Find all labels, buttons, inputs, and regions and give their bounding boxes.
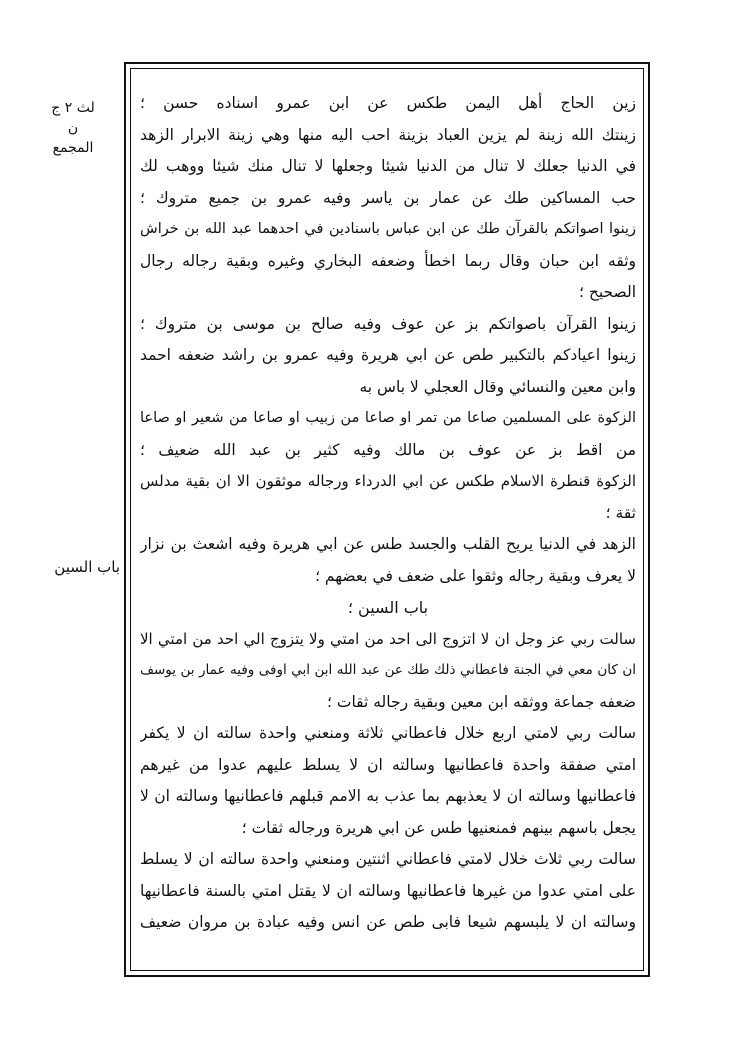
text-line: وثقه ابن حبان وقال ربما اخطأ وضعفه البخاري وغيره وبقية رجاله رجال bbox=[140, 251, 636, 270]
text-line: حب المساكين طك عن عمار بن ياسر وفيه عمرو بن جميع متروك ؛ bbox=[140, 188, 636, 207]
text-line: سالت ربي ثلاث خلال لامتي فاعطاني اثنتين ومنعني واحدة سالته ان لا يسلط bbox=[140, 850, 636, 868]
manuscript-text-block bbox=[140, 88, 636, 968]
text-line: سالت ربي عز وجل ان لا اتزوج الى احد من امتي ولا يتزوج الي احد من امتي الا bbox=[140, 629, 636, 648]
text-line: ضعفه جماعة ووثقه ابن معين وبقية رجاله ثقات ؛ bbox=[327, 692, 636, 711]
margin-reference-line: المجمع bbox=[52, 140, 94, 156]
text-line: فاعطانيها وسالته ان لا يعذبهم بما عذب به الامم قبلهم فاعطانيها وسالته ان لا bbox=[140, 787, 636, 805]
text-line: زينتك الله زينة لم يزين العباد بزينة احب اليه منها وهي زينة الابرار الزهد bbox=[140, 125, 636, 144]
text-line: امتي صفقة واحدة فاعطانيها وسالته ان لا يسلط عليهم عدوا من غيرهم bbox=[140, 755, 636, 774]
text-line: وابن معين والنسائي وقال العجلي لا باس به bbox=[359, 377, 636, 396]
section-heading: باب السين ؛ bbox=[347, 598, 429, 617]
text-line: الزكوة قنطرة الاسلام طكس عن ابي الدرداء ورجاله موثقون الا ان بقية مدلس bbox=[140, 472, 636, 490]
text-line: سالت ربي لامتي اربع خلال فاعطاني ثلاثة ومنعني واحدة سالته ان لا يكفر bbox=[140, 724, 636, 742]
text-line: الزكوة على المسلمين صاعا من تمر او صاعا من زبيب او صاعا من شعير او صاعا bbox=[140, 410, 636, 426]
text-line: وسالته ان لا يلبسهم شيعا فابى طص عن انس وفيه عبادة بن مروان ضعيف bbox=[140, 913, 636, 931]
text-line: الصحيح ؛ bbox=[578, 283, 636, 301]
text-line: على امتي عدوا من غيرها فاعطانيها وسالته ان لا يقتل امتي بالسنة فاعطانيها bbox=[140, 881, 636, 900]
text-line: من اقط بز عن عوف بن مالك وفيه كثير بن عبد الله ضعيف ؛ bbox=[140, 440, 636, 459]
text-line: يجعل باسهم بينهم فمنعنيها طس عن ابي هريرة ورجاله ثقات ؛ bbox=[241, 818, 636, 837]
margin-reference-note bbox=[38, 98, 108, 158]
margin-reference-line: لث ٢ ج bbox=[51, 100, 95, 116]
text-line: زينوا اصواتكم بالقرآن طك عن ابن عباس باسنادين في احدهما عبد الله بن خراش bbox=[140, 221, 636, 237]
margin-section-note: باب السين bbox=[54, 558, 120, 576]
text-line: زين الحاج أهل اليمن طكس عن ابن عمرو اسناده حسن ؛ bbox=[140, 94, 636, 112]
text-line: ان كان معي في الجنة فاعطاني ذلك طك عن عبد الله ابن ابي اوفى وفيه عمار بن يوسف bbox=[140, 662, 636, 678]
text-line: زينوا القرآن باصواتكم بز عن عوف وفيه صالح بن موسى بن متروك ؛ bbox=[140, 314, 636, 333]
text-line: زينوا اعيادكم بالتكبير طص عن ابي هريرة وفيه عمرو بن راشد ضعفه احمد bbox=[140, 346, 636, 364]
text-line: ثقة ؛ bbox=[605, 503, 636, 522]
text-line: في الدنيا جعلك لا تنال من الدنيا شيئا وجعلها لا تنال منك شيئا ووهب لك bbox=[140, 157, 636, 175]
text-line: لا يعرف وبقية رجاله وثقوا على ضعف في بعضهم ؛ bbox=[315, 566, 636, 585]
text-line: الزهد في الدنيا يريح القلب والجسد طس عن ابي هريرة وفيه اشعث بن نزار bbox=[140, 535, 636, 553]
margin-reference-line: ن bbox=[67, 120, 79, 136]
